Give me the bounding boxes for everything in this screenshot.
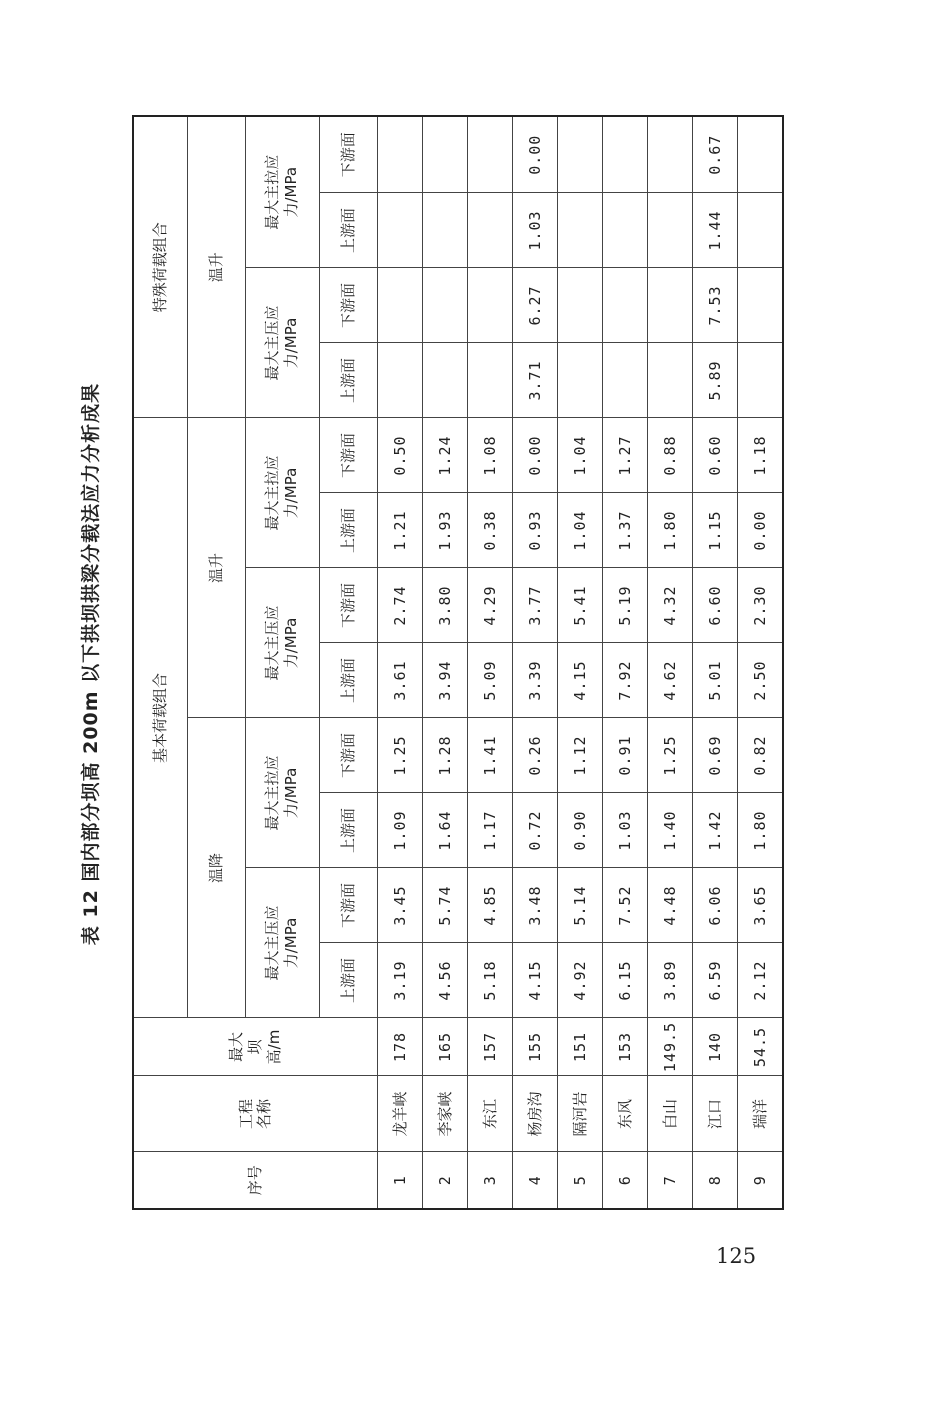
row-value-cell: 0.50 [377,418,422,493]
row-value-cell [738,268,783,343]
row-value-cell [422,343,467,418]
row-value-cell: 6.06 [693,868,738,943]
row-value-cell [603,268,648,343]
table-row [422,116,467,1209]
row-value-cell [738,116,783,193]
row-value-cell [558,268,603,343]
row-value-cell: 7.53 [693,268,738,343]
row-height-cell: 155 [513,1018,558,1076]
row-value-cell: 1.25 [648,718,693,793]
row-value-cell: 0.93 [513,493,558,568]
row-value-cell: 4.15 [513,943,558,1018]
row-value-cell [467,193,512,268]
row-value-cell: 0.00 [738,493,783,568]
row-value-cell: 7.92 [603,643,648,718]
row-value-cell [377,116,422,193]
row-height-cell: 157 [467,1018,512,1076]
row-value-cell: 1.80 [648,493,693,568]
row-value-cell: 1.42 [693,793,738,868]
header-special-temp-rise: 温升 [187,116,245,418]
table-row [648,116,693,1209]
row-value-cell: 0.38 [467,493,512,568]
row-value-cell: 5.14 [558,868,603,943]
row-value-cell [648,193,693,268]
row-value-cell [603,116,648,193]
row-value-cell: 6.60 [693,568,738,643]
row-seq-cell: 5 [558,1152,603,1209]
header-upstream: 上游面 [319,343,377,418]
row-value-cell [738,343,783,418]
row-height-cell: 153 [603,1018,648,1076]
row-value-cell: 4.56 [422,943,467,1018]
row-height-cell: 140 [693,1018,738,1076]
header-downstream: 下游面 [319,418,377,493]
row-value-cell: 1.41 [467,718,512,793]
row-value-cell: 6.15 [603,943,648,1018]
row-value-cell: 1.24 [422,418,467,493]
row-name-cell: 隔河岩 [558,1076,603,1152]
row-value-cell: 0.00 [513,116,558,193]
row-value-cell: 6.27 [513,268,558,343]
row-value-cell [467,268,512,343]
header-downstream: 下游面 [319,116,377,193]
row-value-cell [648,268,693,343]
row-value-cell: 0.60 [693,418,738,493]
row-value-cell [738,193,783,268]
row-value-cell [422,116,467,193]
header-upstream: 上游面 [319,193,377,268]
row-value-cell: 1.03 [603,793,648,868]
row-height-cell: 165 [422,1018,467,1076]
header-upstream: 上游面 [319,793,377,868]
row-value-cell: 0.67 [693,116,738,193]
row-value-cell [558,116,603,193]
row-value-cell: 1.25 [377,718,422,793]
row-height-cell: 54.5 [738,1018,783,1076]
row-value-cell [467,343,512,418]
row-value-cell: 4.92 [558,943,603,1018]
row-value-cell: 1.15 [693,493,738,568]
row-value-cell: 3.45 [377,868,422,943]
header-name: 工程名称 [133,1076,377,1152]
row-value-cell: 1.08 [467,418,512,493]
table-row [377,116,422,1209]
rotated-table-frame [80,118,784,1210]
header-max-tens: 最大主拉应力/MPa [245,718,319,868]
row-name-cell: 白山 [648,1076,693,1152]
row-name-cell: 瑞洋 [738,1076,783,1152]
table-caption: 表 12 国内部分坝高 200m 以下拱坝拱梁分载法应力分析成果 [80,382,102,946]
row-value-cell: 1.28 [422,718,467,793]
row-value-cell: 1.37 [603,493,648,568]
row-value-cell: 5.01 [693,643,738,718]
row-name-cell: 龙羊峡 [377,1076,422,1152]
table-row [467,116,512,1209]
row-value-cell: 4.85 [467,868,512,943]
header-downstream: 下游面 [319,868,377,943]
header-basic-temp-rise: 温升 [187,418,245,718]
row-value-cell: 1.12 [558,718,603,793]
row-value-cell [467,116,512,193]
table-row [558,116,603,1209]
row-value-cell: 1.04 [558,418,603,493]
row-value-cell: 1.40 [648,793,693,868]
row-value-cell: 4.32 [648,568,693,643]
row-value-cell: 1.27 [603,418,648,493]
header-special-combo: 特殊荷载组合 [133,116,187,418]
header-max-comp: 最大主压应力/MPa [245,868,319,1018]
row-seq-cell: 2 [422,1152,467,1209]
row-value-cell: 1.93 [422,493,467,568]
page-number: 125 [716,1244,757,1268]
header-upstream: 上游面 [319,643,377,718]
row-value-cell: 0.69 [693,718,738,793]
row-value-cell: 5.19 [603,568,648,643]
row-value-cell: 1.80 [738,793,783,868]
row-seq-cell: 3 [467,1152,512,1209]
row-value-cell: 1.03 [513,193,558,268]
row-value-cell: 1.44 [693,193,738,268]
row-value-cell: 3.48 [513,868,558,943]
row-value-cell: 3.19 [377,943,422,1018]
table-row [693,116,738,1209]
row-value-cell: 3.77 [513,568,558,643]
row-seq-cell: 6 [603,1152,648,1209]
row-value-cell: 2.12 [738,943,783,1018]
row-value-cell [422,268,467,343]
row-seq-cell: 7 [648,1152,693,1209]
row-value-cell: 4.29 [467,568,512,643]
row-value-cell: 5.18 [467,943,512,1018]
header-height: 最大坝高/m [133,1018,377,1076]
row-value-cell: 5.89 [693,343,738,418]
header-max-tens: 最大主拉应力/MPa [245,116,319,268]
row-seq-cell: 8 [693,1152,738,1209]
row-value-cell: 0.72 [513,793,558,868]
row-value-cell [558,343,603,418]
header-max-comp: 最大主压应力/MPa [245,268,319,418]
row-value-cell: 5.74 [422,868,467,943]
row-value-cell: 0.88 [648,418,693,493]
row-seq-cell: 1 [377,1152,422,1209]
row-value-cell: 0.26 [513,718,558,793]
row-value-cell: 3.71 [513,343,558,418]
row-value-cell: 3.39 [513,643,558,718]
row-height-cell: 151 [558,1018,603,1076]
header-downstream: 下游面 [319,718,377,793]
row-value-cell: 5.41 [558,568,603,643]
row-value-cell: 6.59 [693,943,738,1018]
row-value-cell: 3.61 [377,643,422,718]
header-upstream: 上游面 [319,493,377,568]
row-value-cell [422,193,467,268]
row-value-cell: 1.64 [422,793,467,868]
row-value-cell: 3.89 [648,943,693,1018]
table-row [738,116,783,1209]
header-upstream: 上游面 [319,943,377,1018]
row-value-cell: 1.18 [738,418,783,493]
row-value-cell: 1.17 [467,793,512,868]
row-value-cell [648,116,693,193]
row-value-cell: 2.74 [377,568,422,643]
row-value-cell [603,193,648,268]
row-value-cell: 7.52 [603,868,648,943]
row-seq-cell: 4 [513,1152,558,1209]
row-value-cell: 4.48 [648,868,693,943]
row-value-cell [377,193,422,268]
header-seq: 序号 [133,1152,377,1209]
row-value-cell: 0.90 [558,793,603,868]
row-value-cell: 2.30 [738,568,783,643]
row-value-cell [603,343,648,418]
row-name-cell: 江口 [693,1076,738,1152]
row-value-cell [377,268,422,343]
row-value-cell: 0.00 [513,418,558,493]
table-row [603,116,648,1209]
header-max-comp: 最大主压应力/MPa [245,568,319,718]
row-name-cell: 东江 [467,1076,512,1152]
row-value-cell: 3.65 [738,868,783,943]
row-value-cell: 4.15 [558,643,603,718]
row-name-cell: 李家峡 [422,1076,467,1152]
table-row [513,116,558,1209]
header-basic-combo: 基本荷载组合 [133,418,187,1018]
header-downstream: 下游面 [319,268,377,343]
row-value-cell: 4.62 [648,643,693,718]
row-value-cell: 1.09 [377,793,422,868]
row-value-cell [648,343,693,418]
row-value-cell: 3.80 [422,568,467,643]
row-value-cell: 3.94 [422,643,467,718]
row-value-cell [558,193,603,268]
row-height-cell: 178 [377,1018,422,1076]
header-downstream: 下游面 [319,568,377,643]
row-height-cell: 149.5 [648,1018,693,1076]
row-value-cell: 1.21 [377,493,422,568]
row-name-cell: 东风 [603,1076,648,1152]
header-basic-temp-drop: 温降 [187,718,245,1018]
row-seq-cell: 9 [738,1152,783,1209]
row-value-cell: 1.04 [558,493,603,568]
row-value-cell [377,343,422,418]
stress-results-table [132,115,784,1210]
row-value-cell: 5.09 [467,643,512,718]
row-value-cell: 0.91 [603,718,648,793]
row-name-cell: 杨房沟 [513,1076,558,1152]
row-value-cell: 0.82 [738,718,783,793]
header-max-tens: 最大主拉应力/MPa [245,418,319,568]
row-value-cell: 2.50 [738,643,783,718]
